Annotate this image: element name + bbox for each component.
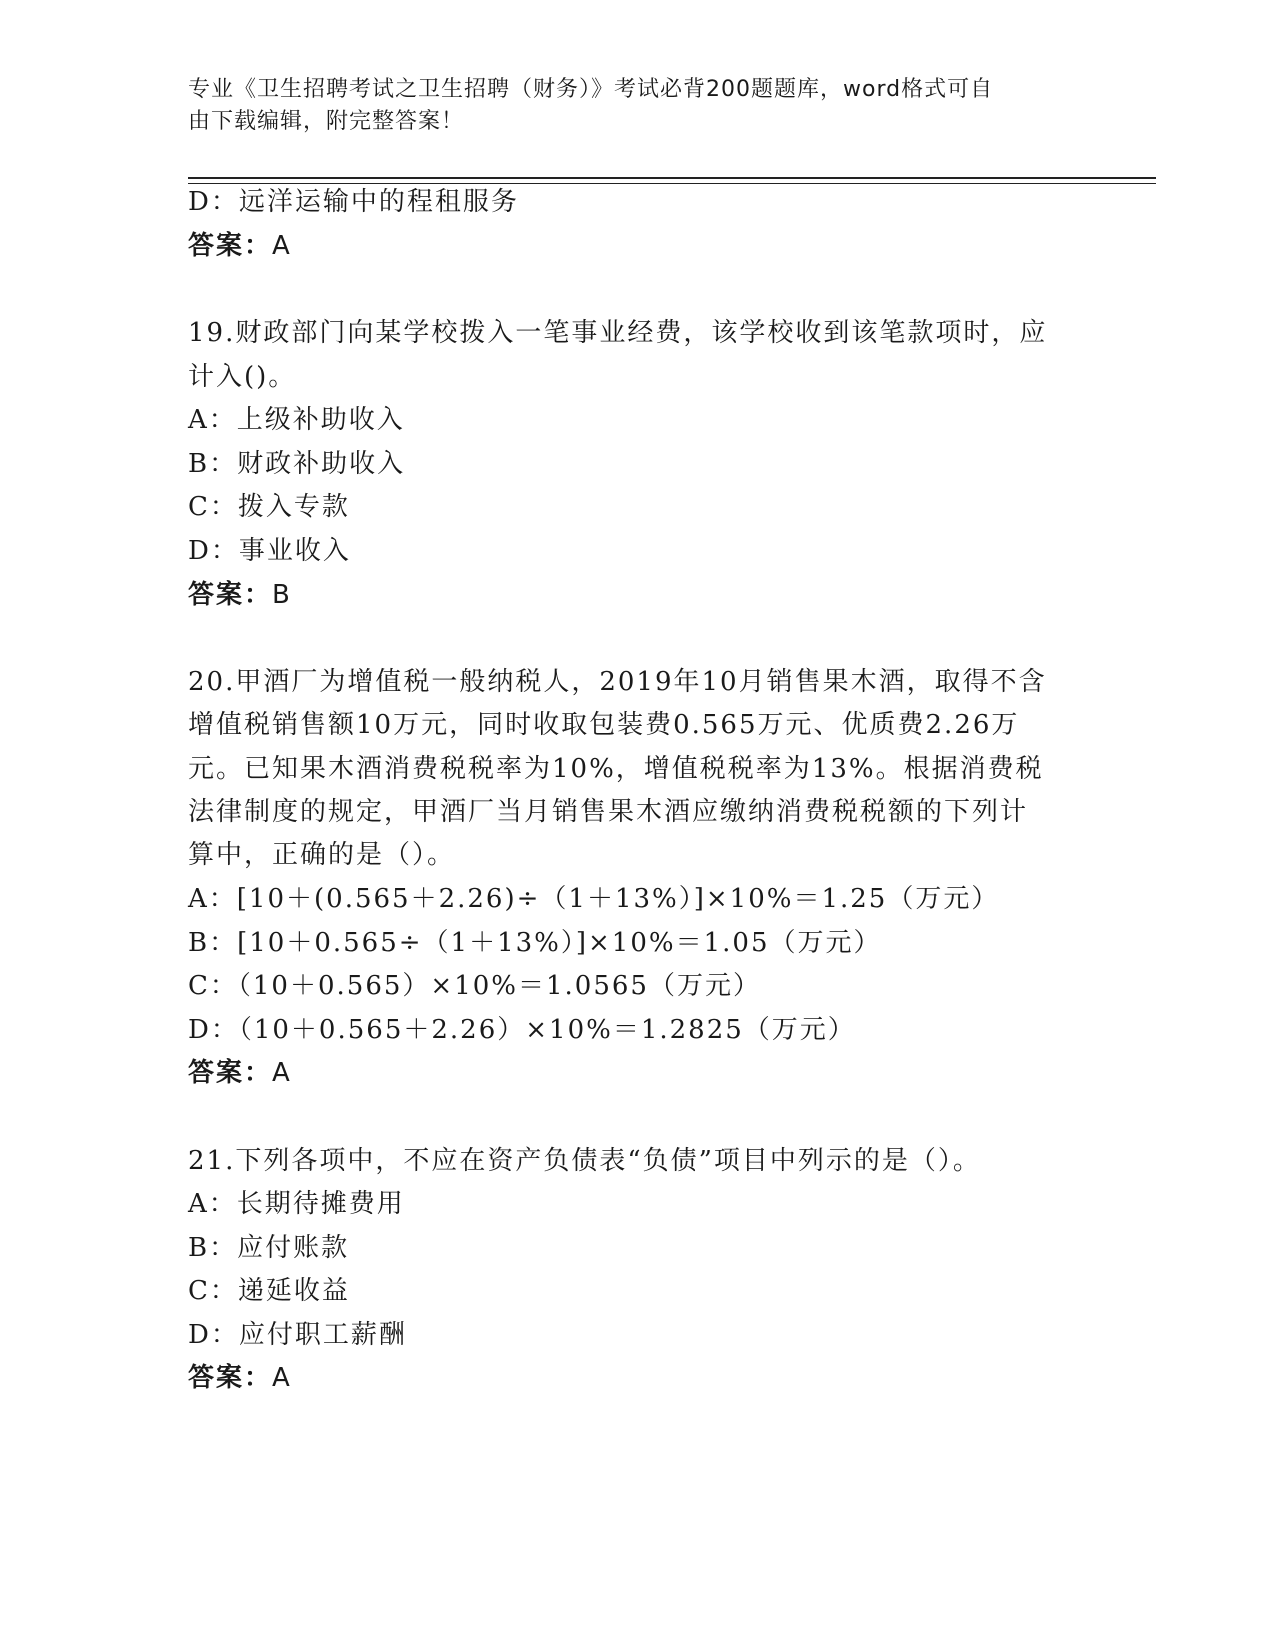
document-header: [188, 74, 1068, 138]
header-divider-thick: [188, 177, 1156, 179]
q21-option-b: B：应付账款: [188, 1233, 350, 1263]
answer-label: 答案：: [188, 580, 273, 610]
q21-stem-line-1: 21.下列各项中，不应在资产负债表“负债”项目中列示的是（）。: [188, 1146, 981, 1176]
q19-stem-line-1: 19.财政部门向某学校拨入一笔事业经费，该学校收到该笔款项时，应: [188, 318, 1048, 348]
q21-option-d: D：应付职工薪酬: [188, 1320, 407, 1350]
prev-option-d: D：远洋运输中的程租服务: [188, 187, 519, 217]
header-line-2: 由下载编辑，附完整答案！: [188, 109, 465, 134]
q19-option-b: B：财政补助收入: [188, 449, 406, 479]
q20-answer: [188, 1058, 292, 1088]
q20-stem-line-4: 法律制度的规定，甲酒厂当月销售果木酒应缴纳消费税税额的下列计: [188, 797, 1029, 827]
q20-option-d: D：（10＋0.565＋2.26）×10%＝1.2825（万元）: [188, 1015, 856, 1045]
answer-label: 答案：: [188, 1363, 273, 1393]
q21-answer: [188, 1363, 292, 1393]
answer-value: A: [272, 231, 292, 261]
q19-option-c: C：拨入专款: [188, 492, 350, 522]
answer-label: 答案：: [188, 1058, 273, 1088]
q19-stem-line-2: 计入()。: [188, 362, 297, 392]
q20-option-a: A：[10＋(0.565＋2.26)÷（1＋13%）]×10%＝1.25（万元）: [188, 884, 1000, 914]
answer-value: A: [272, 1058, 292, 1088]
q21-option-c: C：递延收益: [188, 1276, 350, 1306]
q20-stem-line-5: 算中，正确的是（）。: [188, 840, 456, 870]
header-divider-thin: [188, 183, 1156, 184]
q21-option-a: A：长期待摊费用: [188, 1189, 405, 1219]
q20-stem-line-1: 20.甲酒厂为增值税一般纳税人，2019年10月销售果木酒，取得不含: [188, 667, 1047, 697]
q19-option-a: A：上级补助收入: [188, 405, 405, 435]
q20-option-c: C：（10＋0.565）×10%＝1.0565（万元）: [188, 971, 761, 1001]
q19-answer: [188, 580, 292, 610]
q19-option-d: D：事业收入: [188, 536, 351, 566]
header-line-1: 专业《卫生招聘考试之卫生招聘（财务）》考试必背200题题库，word格式可自: [188, 77, 994, 102]
answer-value: B: [272, 580, 292, 610]
q20-stem-line-3: 元。已知果木酒消费税税率为10%，增值税税率为13%。根据消费税: [188, 754, 1044, 784]
prev-answer: [188, 231, 292, 261]
q20-stem-line-2: 增值税销售额10万元，同时收取包装费0.565万元、优质费2.26万: [188, 710, 1020, 740]
answer-value: A: [272, 1363, 292, 1393]
answer-label: 答案：: [188, 231, 273, 261]
q20-option-b: B：[10＋0.565÷（1＋13%）]×10%＝1.05（万元）: [188, 928, 882, 958]
